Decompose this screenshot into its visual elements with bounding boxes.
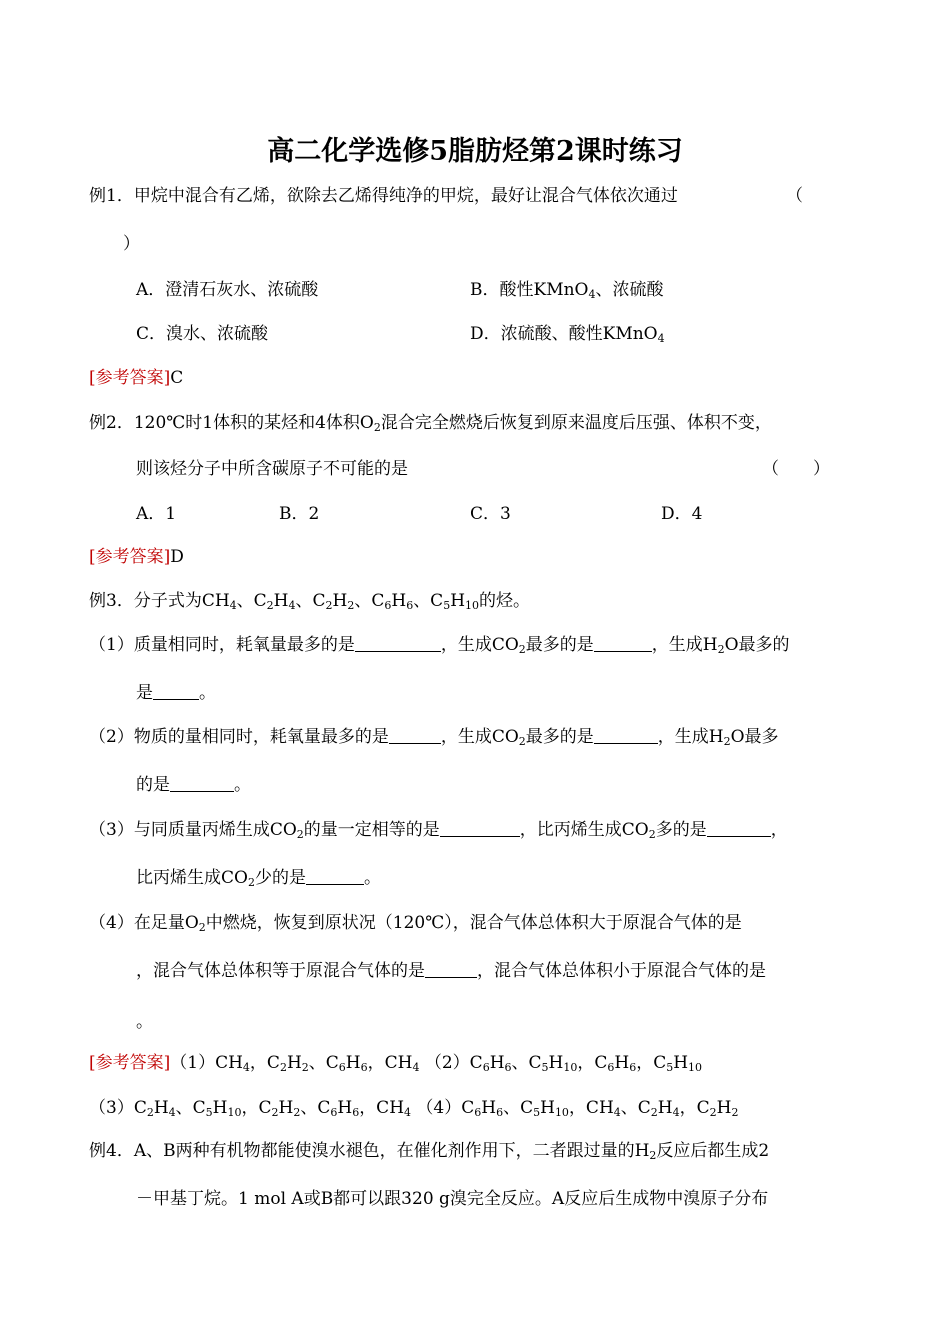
q1-stem-text: 例1．甲烷中混合有乙烯，欲除去乙烯得纯净的甲烷，最好让混合气体依次通过	[89, 186, 678, 206]
answer-blank	[306, 868, 364, 885]
q3-part3-cont: 比丙烯生成$CO_2$少的是 。	[136, 868, 381, 889]
answer-blank	[594, 635, 652, 652]
answer-label: [参考答案]	[89, 1053, 171, 1073]
q3-part2: （2）物质的量相同时，耗氧量最多的是 ，生成$CO_2$最多的是 ，生成$H_2O$最多	[89, 727, 779, 748]
answer-blank	[440, 820, 520, 837]
q2-paren: （ ）	[762, 459, 830, 479]
q1-paren-close: ）	[123, 234, 140, 254]
q1-option-b: B．酸性KMnO$_4$、浓硫酸	[470, 280, 664, 301]
q1-answer: [参考答案]C	[89, 368, 184, 388]
q1-option-a: A．澄清石灰水、浓硫酸	[136, 280, 319, 300]
answer-label: [参考答案]	[89, 368, 171, 388]
q3-part4-cont: ，混合气体总体积等于原混合气体的是 ，混合气体总体积小于原混合气体的是	[136, 961, 766, 981]
page-title: 高二化学选修5脂肪烃第2课时练习	[267, 136, 683, 167]
answer-blank	[425, 961, 477, 978]
answer-blank	[355, 635, 441, 652]
q3-part1-cont: 是 。	[136, 683, 216, 703]
q4-stem-2: －甲基丁烷。1 mol A或B都可以跟320 g溴完全反应。A反应后生成物中溴原子分布	[136, 1189, 769, 1209]
q2-option-b: B．2	[279, 504, 320, 524]
q3-answer	[89, 1051, 702, 1075]
q3-part1: （1）质量相同时，耗氧量最多的是 ，生成$CO_2$最多的是 ，生成$H_2O$最多的	[89, 635, 790, 656]
q1-stem	[89, 184, 678, 208]
answer-blank	[594, 727, 658, 744]
answer-blank	[153, 683, 199, 700]
q3-part4: （4）在足量$O_2$中燃烧，恢复到原状况（120℃），混合气体总体积大于原混合气体的是	[89, 913, 742, 934]
q2-option-a: A．1	[136, 504, 177, 524]
q3-answer-text: $(1)CH_4$，$C_2H_2$、$C_6H_6$，$CH_4$ $(2)C_6H_6$、$C_5H_{10}$，$C_6H_6$，$C_5H_{10}$	[170, 1053, 703, 1074]
q2-stem-2: 则该烃分子中所含碳原子不可能的是	[136, 459, 408, 479]
q1-paren-open: （	[786, 186, 803, 206]
answer-blank	[170, 775, 234, 792]
answer-label: [参考答案]	[89, 547, 171, 567]
q3-answer-2: $(3)C_2H_4$、$C_5H_{10}$，$C_2H_2$、$C_6H_6$，$CH_4$ $(4)C_6H_6$、$C_5H_{10}$，$CH_4$、$C_2H_4$，$C_2H_2$	[89, 1098, 739, 1119]
q2-option-c: C．3	[470, 504, 511, 524]
q4-stem: 例4．A、B两种有机物都能使溴水褪色，在催化剂作用下，二者跟过量的$H_2$反应后都生成2	[89, 1141, 770, 1162]
q3-part2-cont: 的是 。	[136, 775, 251, 795]
q1-option-c: C．溴水、浓硫酸	[136, 324, 269, 344]
q2-stem: 例2．120℃时1体积的某烃和4体积$O_2$混合完全燃烧后恢复到原来温度后压强、体积不变，	[89, 413, 772, 434]
q1-option-d: D．浓硫酸、酸性KMnO$_4$	[470, 324, 665, 345]
answer-blank	[389, 727, 441, 744]
q3-stem: 例3．分子式为$CH_4$、$C_2H_4$、$C_2H_2$、$C_6H_6$、$C_5H_{10}$的烃。	[89, 591, 531, 612]
answer-blank	[707, 820, 771, 837]
q2-answer: [参考答案]D	[89, 547, 184, 567]
q3-part4-end: 。	[136, 1012, 153, 1032]
q3-part3: （3）与同质量丙烯生成$CO_2$的量一定相等的是 ，比丙烯生成$CO_2$多的是 ，	[89, 820, 788, 841]
q2-option-d: D．4	[661, 504, 703, 524]
